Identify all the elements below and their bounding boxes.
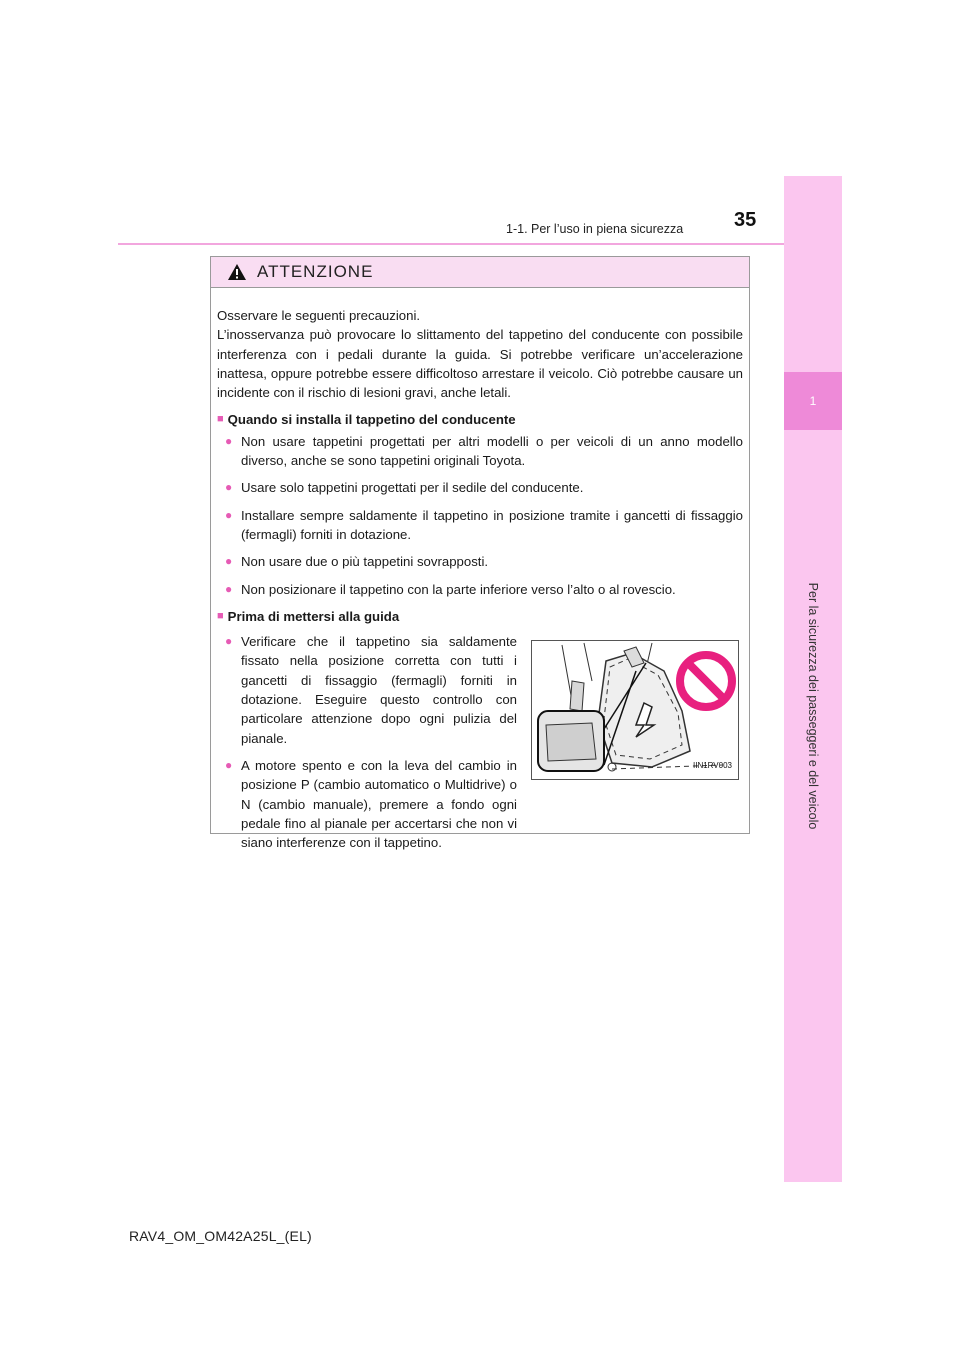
list-item-text: Verificare che il tappetino sia saldamente fissato nella posizione corretta con tutti i gancetti di fissaggio (fermagli) forniti in dotazione. Eseguire questo controllo con particolare attenzione dopo ogni pulizia del pianale. [241, 634, 517, 746]
warning-box [210, 256, 750, 851]
bullet-dot-icon: ● [225, 433, 233, 448]
left-column [217, 632, 517, 860]
list-item-text: Usare solo tappetini progettati per il sedile del conducente. [241, 480, 584, 496]
chapter-tab [784, 372, 842, 430]
intro-line-1: Osservare le seguenti precauzioni. [217, 308, 421, 323]
bullet-dot-icon: ● [225, 757, 233, 772]
square-bullet-icon: ■ [217, 413, 224, 426]
right-column [531, 632, 743, 860]
list-item-text: Non posizionare il tappetino con la parte inferiore verso l’alto o al rovescio. [241, 581, 676, 597]
list-item [225, 478, 743, 497]
floor-mat-illustration [531, 640, 739, 780]
intro-line-2: L’inosservanza può provocare lo slittamento del tappetino del conducente con possibile interferenza con i pedali durante la guida. Si potrebbe verificare un’accelerazione inattesa, oppure potrebbe essere difficoltoso arrestare il veicolo. Ciò potrebbe causare un incidente con il rischio di lesioni gravi, anche letali. [217, 327, 743, 401]
warning-triangle-icon [227, 263, 247, 281]
two-column-block [217, 632, 743, 860]
warning-body [211, 288, 749, 860]
header-rule [118, 243, 784, 245]
square-bullet-icon: ■ [217, 609, 224, 622]
list-item-text: Non usare due o più tappetini sovrapposti. [241, 554, 489, 570]
section-heading [217, 410, 743, 429]
list-item [225, 756, 517, 852]
intro-text [217, 306, 743, 402]
list-item [225, 580, 743, 599]
bullet-dot-icon: ● [225, 634, 233, 649]
warning-title: ATTENZIONE [257, 262, 374, 281]
list-item-text: Non usare tappetini progettati per altri modelli o per veicoli di un anno modello diverso, anche se sono tappetini originali Toyota. [241, 433, 743, 469]
prohibition-icon [688, 663, 724, 699]
doc-code: RAV4_OM_OM42A25L_(EL) [129, 1228, 312, 1244]
bullet-dot-icon: ● [225, 554, 233, 569]
bullet-dot-icon: ● [225, 581, 233, 596]
list-item [225, 432, 743, 471]
list-item [225, 506, 743, 545]
list-item-text: A motore spento e con la leva del cambio in posizione P (cambio automatico o Multidrive) o N (cambio manuale), premere a fondo ogni pedale fino al pianale per accertarsi che non vi siano interferenze con il tappetino. [241, 757, 517, 851]
section-title: 1-1. Per l’uso in piena sicurezza [506, 222, 684, 236]
figure-code: IIN1RV003 [693, 760, 732, 770]
list-item-text: Installare sempre saldamente il tappetino in posizione tramite i gancetti di fissaggio (fermagli) forniti in dotazione. [241, 507, 743, 542]
chapter-sidebar [784, 176, 842, 1182]
section-heading-text: Quando si installa il tappetino del conducente [227, 412, 516, 428]
section-heading-text: Prima di mettersi alla guida [227, 608, 400, 624]
warning-header [211, 257, 749, 288]
section-heading [217, 607, 743, 626]
list-item [225, 632, 517, 748]
list-item [225, 552, 743, 571]
chapter-title: Per la sicurezza dei passeggeri e del veicolo [806, 582, 820, 830]
chapter-number: 1 [809, 394, 817, 408]
bullet-dot-icon: ● [225, 480, 233, 495]
bullet-dot-icon: ● [225, 507, 233, 522]
page-number: 35 [734, 209, 757, 231]
